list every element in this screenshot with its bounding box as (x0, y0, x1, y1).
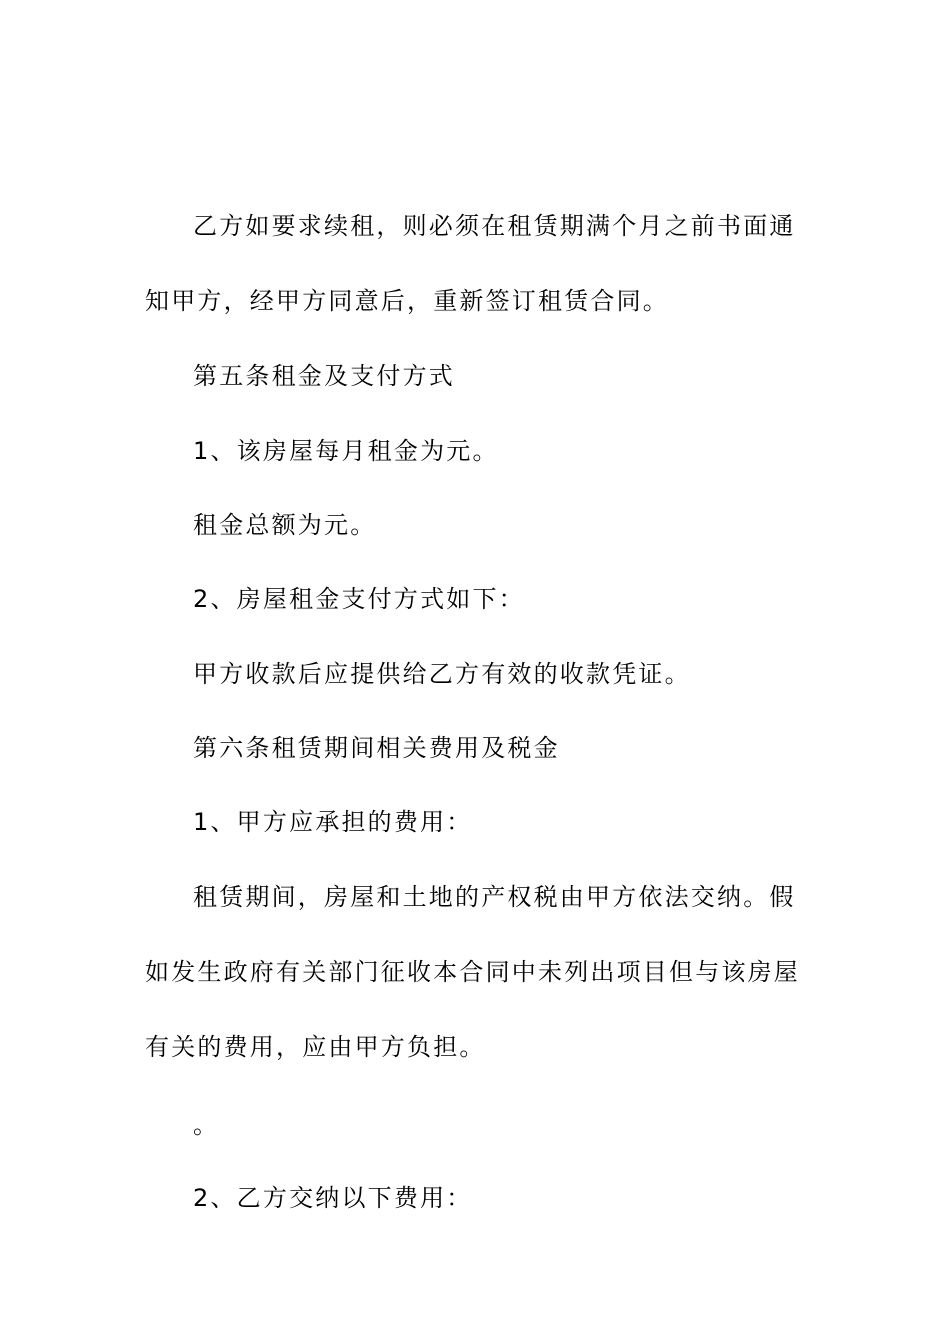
paragraph-period-mark: 。 (193, 1111, 220, 1139)
paragraph-property-tax: 租赁期间，房屋和土地的产权税由甲方依法交纳。假如发生政府有关部门征收本合同中未列出项目但与该房屋有关的费用，应由甲方负担。 (145, 883, 800, 1061)
heading-article-5: 第五条租金及支付方式 (193, 362, 455, 390)
paragraph-party-b-fees: 2、乙方交纳以下费用： (193, 1184, 473, 1212)
heading-article-6: 第六条租赁期间相关费用及税金 (193, 734, 560, 762)
paragraph-party-a-fees: 1、甲方应承担的费用： (193, 808, 473, 836)
paragraph-receipt: 甲方收款后应提供给乙方有效的收款凭证。 (193, 660, 691, 688)
paragraph-total-rent: 租金总额为元。 (193, 511, 377, 539)
paragraph-renewal: 乙方如要求续租，则必须在租赁期满个月之前书面通知甲方，经甲方同意后，重新签订租赁合同。 (145, 212, 796, 315)
paragraph-monthly-rent: 1、该房屋每月租金为元。 (193, 437, 499, 465)
paragraph-payment-method: 2、房屋租金支付方式如下： (193, 585, 525, 613)
